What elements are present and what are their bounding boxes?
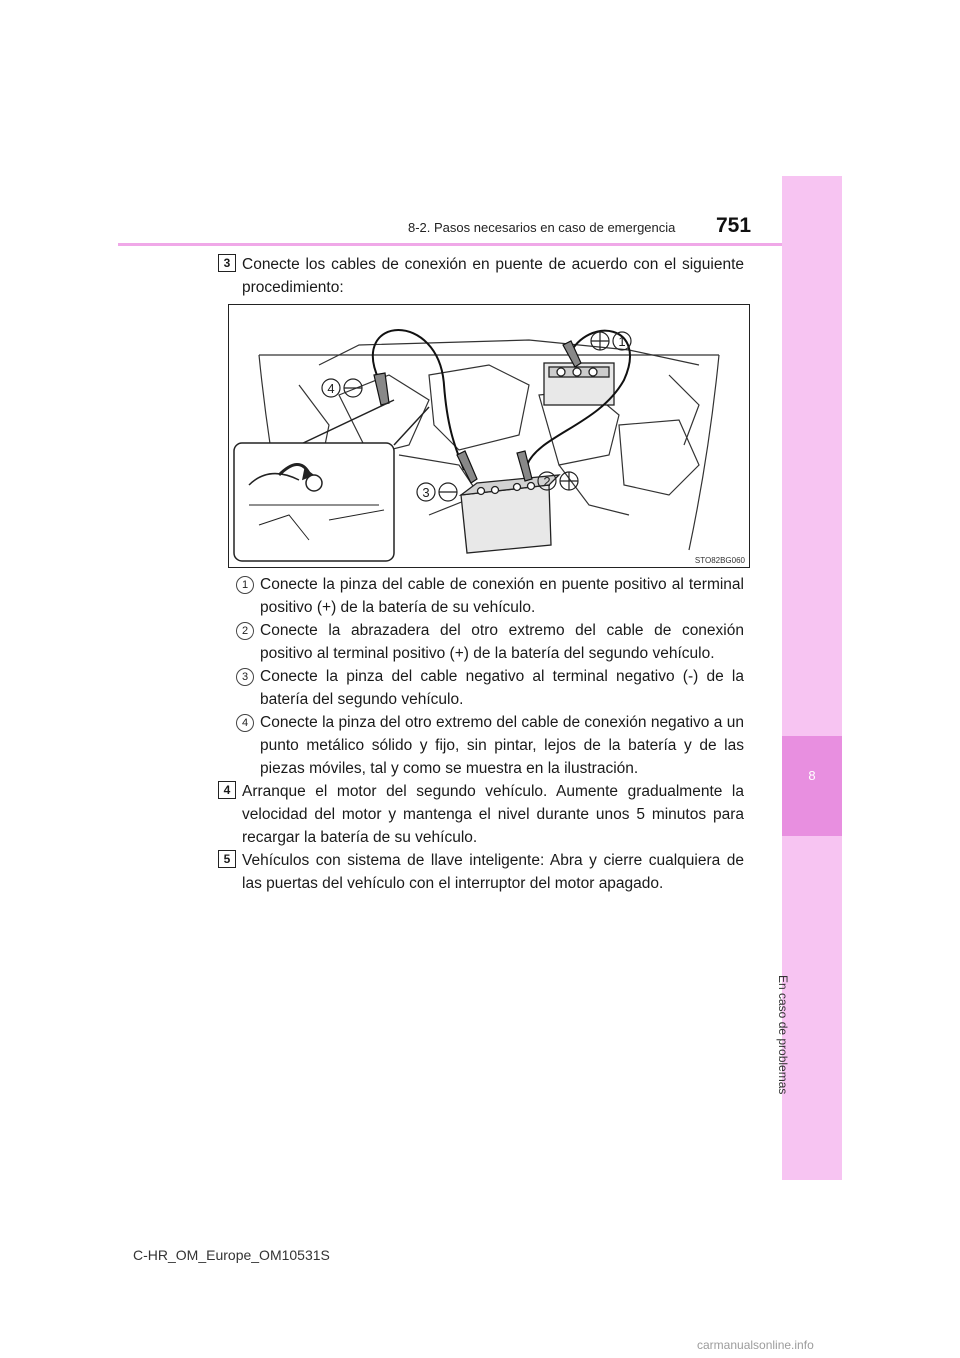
substep-number: 3 bbox=[236, 668, 254, 686]
chapter-number: 8 bbox=[808, 768, 816, 783]
figure-code: STO82BG060 bbox=[694, 556, 745, 565]
callout-2: 2 bbox=[543, 474, 551, 489]
jump-start-illustration bbox=[228, 304, 750, 568]
substep-text: Conecte la abrazadera del otro extremo del cable de conexión positivo al terminal positivo (+) de la batería del segundo vehículo. bbox=[260, 622, 744, 662]
callout-1: 1 bbox=[618, 334, 626, 349]
chapter-number-tab bbox=[782, 736, 842, 836]
manual-code: C-HR_OM_Europe_OM10531S bbox=[133, 1247, 330, 1263]
chapter-title: En caso de problemas bbox=[776, 975, 790, 1095]
vehicle-battery bbox=[544, 363, 614, 405]
step-text: Arranque el motor del segundo vehículo. Aumente gradualmente la velocidad del motor y mantenga el nivel durante unos 5 minutos para recargar la batería de su vehículo. bbox=[242, 783, 744, 846]
section-title: 8-2. Pasos necesarios en caso de emergencia bbox=[408, 220, 676, 235]
substep-number: 2 bbox=[236, 622, 254, 640]
step-number-box: 5 bbox=[218, 850, 236, 868]
substep-number: 1 bbox=[236, 576, 254, 594]
cable-clamps bbox=[374, 341, 581, 483]
chapter-side-tab bbox=[782, 176, 842, 1180]
substep-text: Conecte la pinza del otro extremo del cable de conexión negativo a un punto metálico sólido y fijo, sin pintar, lejos de la batería y de las piezas móviles, tal y como se muestra en la ilustración. bbox=[260, 714, 744, 777]
substep-text: Conecte la pinza del cable negativo al terminal negativo (-) de la batería del segundo vehículo. bbox=[260, 668, 744, 708]
step-text: Vehículos con sistema de llave inteligente: Abra y cierre cualquiera de las puertas del vehículo con el interruptor del motor apagado. bbox=[242, 852, 744, 892]
substep-number: 4 bbox=[236, 714, 254, 732]
ground-point-inset bbox=[234, 400, 429, 561]
substep-text: Conecte la pinza del cable de conexión en puente positivo al terminal positivo (+) de la batería de su vehículo. bbox=[260, 576, 744, 616]
step-number-box: 4 bbox=[218, 781, 236, 799]
step-number-box: 3 bbox=[218, 254, 236, 272]
header-rule bbox=[118, 243, 782, 246]
callout-3: 3 bbox=[422, 485, 430, 500]
engine-bay-drawing bbox=[229, 305, 749, 567]
watermark: carmanualsonline.info bbox=[697, 1338, 814, 1352]
callout-4: 4 bbox=[327, 381, 335, 396]
step-text: Conecte los cables de conexión en puente de acuerdo con el siguiente procedimiento: bbox=[242, 256, 744, 296]
page-number: 751 bbox=[716, 214, 752, 237]
